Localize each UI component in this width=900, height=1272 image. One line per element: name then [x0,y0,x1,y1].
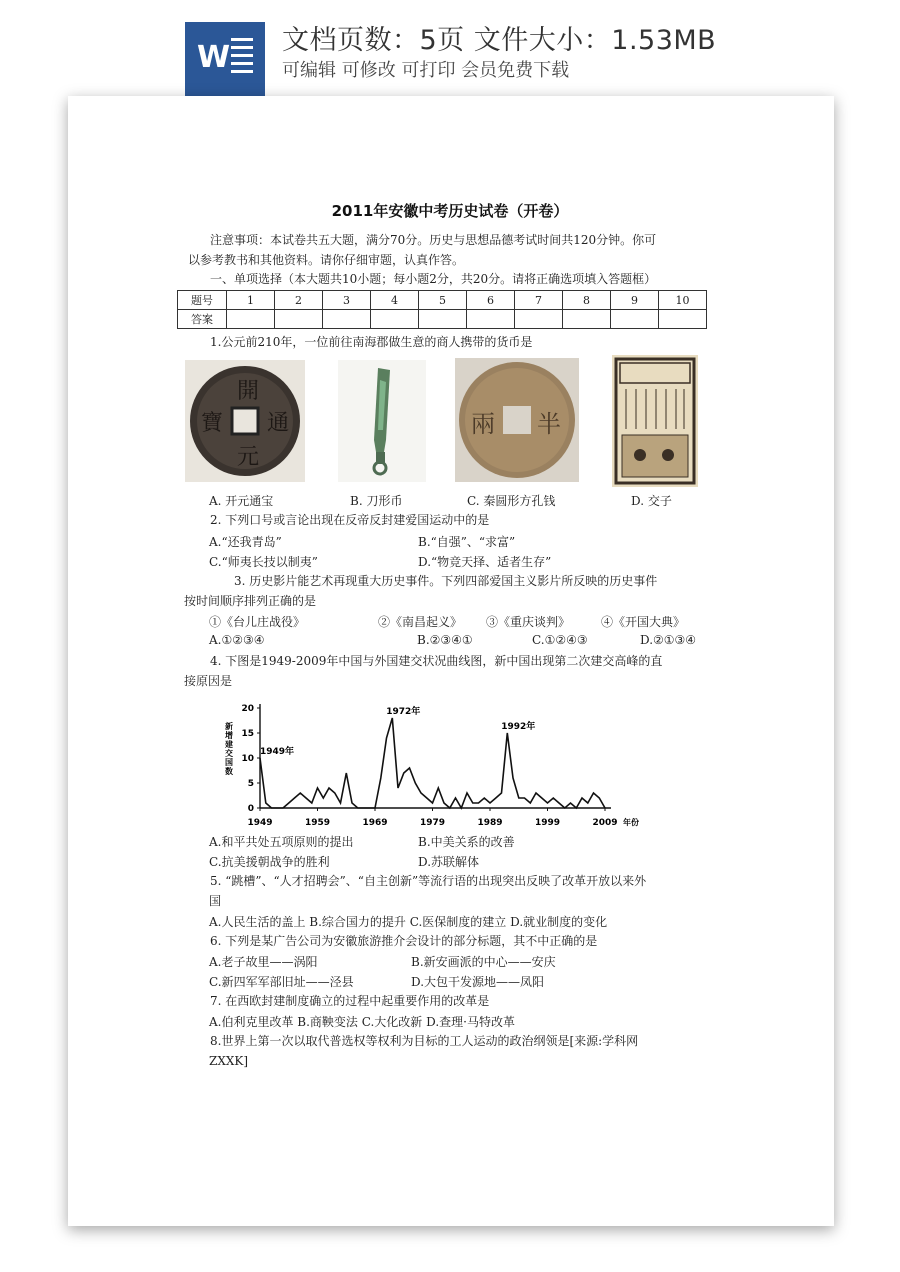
y-tick-label: 20 [241,704,254,714]
answer-cell[interactable] [659,310,707,329]
q4-option-a[interactable]: A.和平共处五项原则的提出 [209,835,354,849]
svg-text:兩: 兩 [471,410,495,438]
y-axis-label: 新增建交国数 [224,722,234,776]
q1-option-d[interactable]: D. 交子 [631,494,672,508]
q3-film-3: ③《重庆谈判》 [486,615,571,629]
q3-option-c[interactable]: C.①②④③ [532,633,588,647]
x-tick-label: 2009 [592,818,618,828]
series-line [260,718,605,808]
answer-cell[interactable] [515,310,563,329]
y-tick-label: 10 [241,754,254,764]
table-cell: 10 [659,291,707,310]
q7-options[interactable]: A.伯利克里改革 B.商鞅变法 C.大化改新 D.查理·马特改革 [209,1015,515,1029]
x-tick-label: 1989 [477,818,503,828]
q1-option-c[interactable]: C. 秦圆形方孔钱 [467,494,556,508]
x-tick-label: 1979 [419,818,446,828]
notice-line-1: 注意事项：本试卷共五大题，满分70分。历史与思想品德考试时间共120分钟。你可 [210,233,657,247]
question-8-line-2: ZXXK] [209,1054,249,1068]
question-3-line-2: 按时间顺序排列正确的是 [184,594,317,608]
chart-ticks [225,704,640,828]
table-cell: 1 [227,291,275,310]
answer-cell[interactable] [419,310,467,329]
q2-option-b[interactable]: B.“自强”、“求富” [418,535,516,549]
y-tick-label: 15 [241,729,254,739]
table-header-cell: 答案 [178,310,227,329]
q3-option-b[interactable]: B.②③④① [417,633,473,647]
jiaozi-paper-money-image [612,355,698,487]
answer-cell[interactable] [275,310,323,329]
answer-cell[interactable] [611,310,659,329]
question-4-line-2: 接原因是 [184,674,233,688]
x-tick-label: 1999 [534,818,561,828]
question-4-line-1: 4. 下图是1949-2009年中国与外国建交状况曲线图，新中国出现第二次建交高峰的直 [210,654,663,668]
table-cell: 8 [563,291,611,310]
q1-option-b[interactable]: B. 刀形币 [350,494,403,508]
q3-film-2: ②《南昌起义》 [378,615,463,629]
q2-option-a[interactable]: A.“还我青岛” [209,535,282,549]
x-tick-label: 1959 [304,818,331,828]
table-cell: 4 [371,291,419,310]
annotation-label: 1949年 [260,747,295,757]
table-header-cell: 题号 [178,291,227,310]
annotation-label: 1992年 [501,722,536,732]
chart-annotations [260,705,535,757]
q1-option-a[interactable]: A. 开元通宝 [209,494,274,508]
answer-cell[interactable] [371,310,419,329]
x-axis-label: 年份 [623,818,639,827]
svg-text:開: 開 [237,379,260,404]
section-heading: 一、单项选择（本大题共10小题；每小题2分，共20分。请将正确选项填入答题框） [210,272,657,286]
q6-option-a[interactable]: A.老子故里——涡阳 [209,955,318,969]
word-logo-letter: W [197,40,231,75]
q6-option-d[interactable]: D.大包干发源地——凤阳 [411,975,545,989]
table-row [178,310,707,329]
question-1: 1.公元前210年，一位前往南海郡做生意的商人携带的货币是 [210,335,533,349]
answer-cell[interactable] [467,310,515,329]
q4-option-b[interactable]: B.中美关系的改善 [418,835,515,849]
q3-option-a[interactable]: A.①②③④ [209,633,265,647]
answer-table [177,290,707,329]
svg-text:半: 半 [537,410,561,438]
svg-text:通: 通 [267,411,290,436]
q4-option-c[interactable]: C.抗美援朝战争的胜利 [209,855,330,869]
table-row [178,291,707,310]
x-tick-label: 1949 [247,818,273,828]
answer-cell[interactable] [563,310,611,329]
q3-option-d[interactable]: D.②①③④ [640,633,697,647]
table-cell: 3 [323,291,371,310]
q2-option-d[interactable]: D.“物竞天择、适者生存” [418,555,552,569]
q6-option-c[interactable]: C.新四军军部旧址——泾县 [209,975,354,989]
svg-text:元: 元 [237,445,260,470]
question-6: 6. 下列是某广告公司为安徽旅游推介会设计的部分标题，其不中正确的是 [210,934,598,948]
question-3-line-1: 3. 历史影片能艺术再现重大历史事件。下列四部爱国主义影片所反映的历史事件 [234,574,658,588]
kaiyuan-coin-image [185,360,305,482]
diplomatic-relations-chart [215,700,639,840]
svg-text:寶: 寶 [201,411,224,436]
q3-film-4: ④《开国大典》 [601,615,686,629]
q4-option-d[interactable]: D.苏联解体 [418,855,480,869]
q2-option-c[interactable]: C.“师夷长技以制夷” [209,555,318,569]
answer-cell[interactable] [323,310,371,329]
table-cell: 5 [419,291,467,310]
q6-option-b[interactable]: B.新安画派的中心——安庆 [411,955,556,969]
question-5-line-2: 国 [209,894,222,908]
notice-line-2: 以参考教书和其他资料。请你仔细审题，认真作答。 [188,253,465,267]
question-5-line-1: 5. “跳槽”、“人才招聘会”、“自主创新”等流行语的出现突出反映了改革开放以来外 [210,874,647,888]
table-cell: 2 [275,291,323,310]
y-tick-label: 0 [247,804,254,814]
exam-title: 2011年安徽中考历史试卷（开卷） [331,202,569,220]
y-tick-label: 5 [247,779,254,789]
knife-coin-image [338,360,426,482]
annotation-label: 1972年 [386,707,421,717]
document-info-title: 文档页数：5页 文件大小：1.53MB [282,25,717,56]
document-info-subtitle: 可编辑 可修改 可打印 会员免费下载 [282,60,570,81]
table-cell: 9 [611,291,659,310]
question-7: 7. 在西欧封建制度确立的过程中起重要作用的改革是 [210,994,490,1008]
table-cell: 7 [515,291,563,310]
q5-options[interactable]: A.人民生活的盖上 B.综合国力的提升 C.医保制度的建立 D.就业制度的变化 [209,915,608,929]
question-2: 2. 下列口号或言论出现在反帝反封建爱国运动中的是 [210,513,490,527]
question-8-line-1: 8.世界上第一次以取代普选权等权利为目标的工人运动的政治纲领是[来源:学科网 [210,1034,639,1048]
q3-film-1: ①《台儿庄战役》 [209,615,306,629]
table-cell: 6 [467,291,515,310]
answer-cell[interactable] [227,310,275,329]
x-tick-label: 1969 [362,818,388,828]
qin-round-coin-image [455,358,579,482]
chart-axes [260,704,611,808]
